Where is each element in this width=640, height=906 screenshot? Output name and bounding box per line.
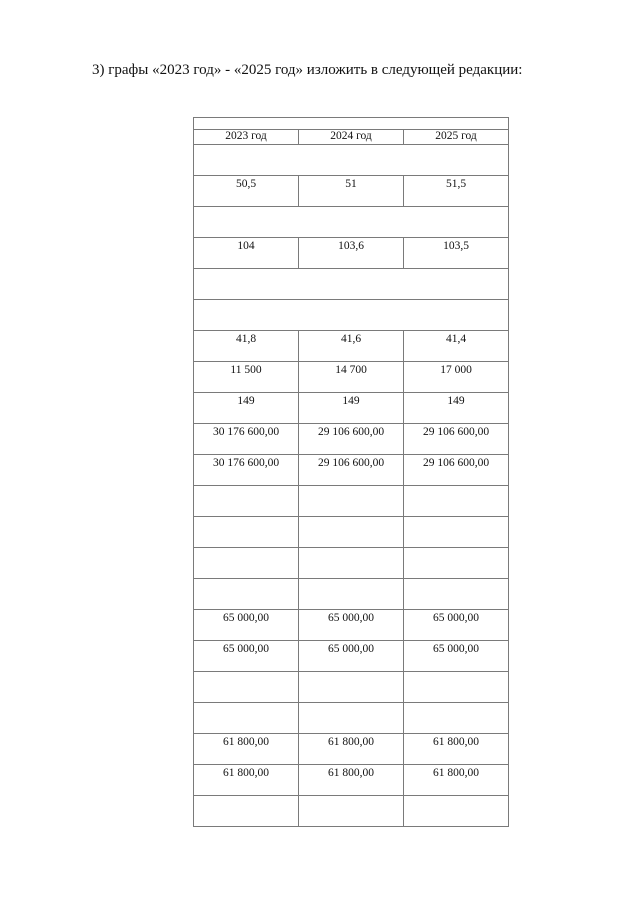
value-cell-2025: 17 000: [404, 362, 509, 393]
value-cell-2025: [404, 703, 509, 734]
value-cell-2023: 30 176 600,00: [194, 424, 299, 455]
table-section-row: [194, 145, 509, 176]
value-cell-2024: 65 000,00: [299, 641, 404, 672]
value-cell-2023: [194, 486, 299, 517]
table-row: [194, 362, 509, 393]
table-row: [194, 331, 509, 362]
value-cell-2025: 61 800,00: [404, 765, 509, 796]
value-cell-2024: 61 800,00: [299, 765, 404, 796]
value-cell-2023: 65 000,00: [194, 610, 299, 641]
value-cell-2023: 30 176 600,00: [194, 455, 299, 486]
value-cell-2024: 29 106 600,00: [299, 455, 404, 486]
value-cell-2023: 104: [194, 238, 299, 269]
value-cell-2024: 14 700: [299, 362, 404, 393]
value-cell-2025: 65 000,00: [404, 641, 509, 672]
value-cell-2024: [299, 548, 404, 579]
value-cell-2024: [299, 579, 404, 610]
value-cell-2024: 149: [299, 393, 404, 424]
table-body: [194, 118, 509, 827]
table-top-row: [194, 118, 509, 130]
table-row: [194, 517, 509, 548]
value-cell-2024: [299, 486, 404, 517]
value-cell-2024: [299, 672, 404, 703]
table-section-row: [194, 300, 509, 331]
value-cell-2023: [194, 672, 299, 703]
table-row: [194, 455, 509, 486]
intro-heading: 3) графы «2023 год» - «2025 год» изложить в следующей редакции:: [92, 62, 523, 78]
value-cell-2023: 50,5: [194, 176, 299, 207]
table-row: [194, 424, 509, 455]
table-section-row: [194, 207, 509, 238]
section-cell: [194, 207, 509, 238]
value-cell-2023: 11 500: [194, 362, 299, 393]
value-cell-2024: 29 106 600,00: [299, 424, 404, 455]
value-cell-2025: [404, 672, 509, 703]
value-cell-2023: 61 800,00: [194, 734, 299, 765]
value-cell-2025: [404, 517, 509, 548]
value-cell-2023: [194, 796, 299, 827]
section-cell: [194, 145, 509, 176]
value-cell-2025: 61 800,00: [404, 734, 509, 765]
table-row: [194, 176, 509, 207]
value-cell-2025: [404, 548, 509, 579]
table-row: [194, 238, 509, 269]
table-row: [194, 393, 509, 424]
budget-table: [193, 117, 509, 827]
table-row: [194, 486, 509, 517]
table-row: [194, 579, 509, 610]
table-row: [194, 703, 509, 734]
table-row: [194, 734, 509, 765]
value-cell-2023: 65 000,00: [194, 641, 299, 672]
value-cell-2023: 149: [194, 393, 299, 424]
value-cell-2023: [194, 579, 299, 610]
header-cell-2025: 2025 год: [404, 130, 509, 145]
value-cell-2025: 65 000,00: [404, 610, 509, 641]
table-row: [194, 672, 509, 703]
header-cell-2024: 2024 год: [299, 130, 404, 145]
table-row: [194, 796, 509, 827]
value-cell-2025: 103,5: [404, 238, 509, 269]
value-cell-2025: [404, 579, 509, 610]
value-cell-2025: 29 106 600,00: [404, 455, 509, 486]
value-cell-2024: [299, 703, 404, 734]
table-header-row: [194, 130, 509, 145]
table-section-row: [194, 269, 509, 300]
section-cell: [194, 300, 509, 331]
value-cell-2024: 51: [299, 176, 404, 207]
value-cell-2025: 51,5: [404, 176, 509, 207]
value-cell-2025: [404, 486, 509, 517]
value-cell-2023: [194, 517, 299, 548]
table-top-cell: [194, 118, 509, 130]
value-cell-2024: [299, 796, 404, 827]
value-cell-2025: [404, 796, 509, 827]
value-cell-2024: 65 000,00: [299, 610, 404, 641]
table-row: [194, 548, 509, 579]
value-cell-2025: 41,4: [404, 331, 509, 362]
section-cell: [194, 269, 509, 300]
value-cell-2023: [194, 703, 299, 734]
value-cell-2023: 61 800,00: [194, 765, 299, 796]
header-cell-2023: 2023 год: [194, 130, 299, 145]
table-row: [194, 765, 509, 796]
value-cell-2024: 61 800,00: [299, 734, 404, 765]
value-cell-2023: [194, 548, 299, 579]
value-cell-2024: 41,6: [299, 331, 404, 362]
table-row: [194, 610, 509, 641]
value-cell-2024: 103,6: [299, 238, 404, 269]
value-cell-2024: [299, 517, 404, 548]
table-row: [194, 641, 509, 672]
value-cell-2025: 149: [404, 393, 509, 424]
value-cell-2025: 29 106 600,00: [404, 424, 509, 455]
value-cell-2023: 41,8: [194, 331, 299, 362]
